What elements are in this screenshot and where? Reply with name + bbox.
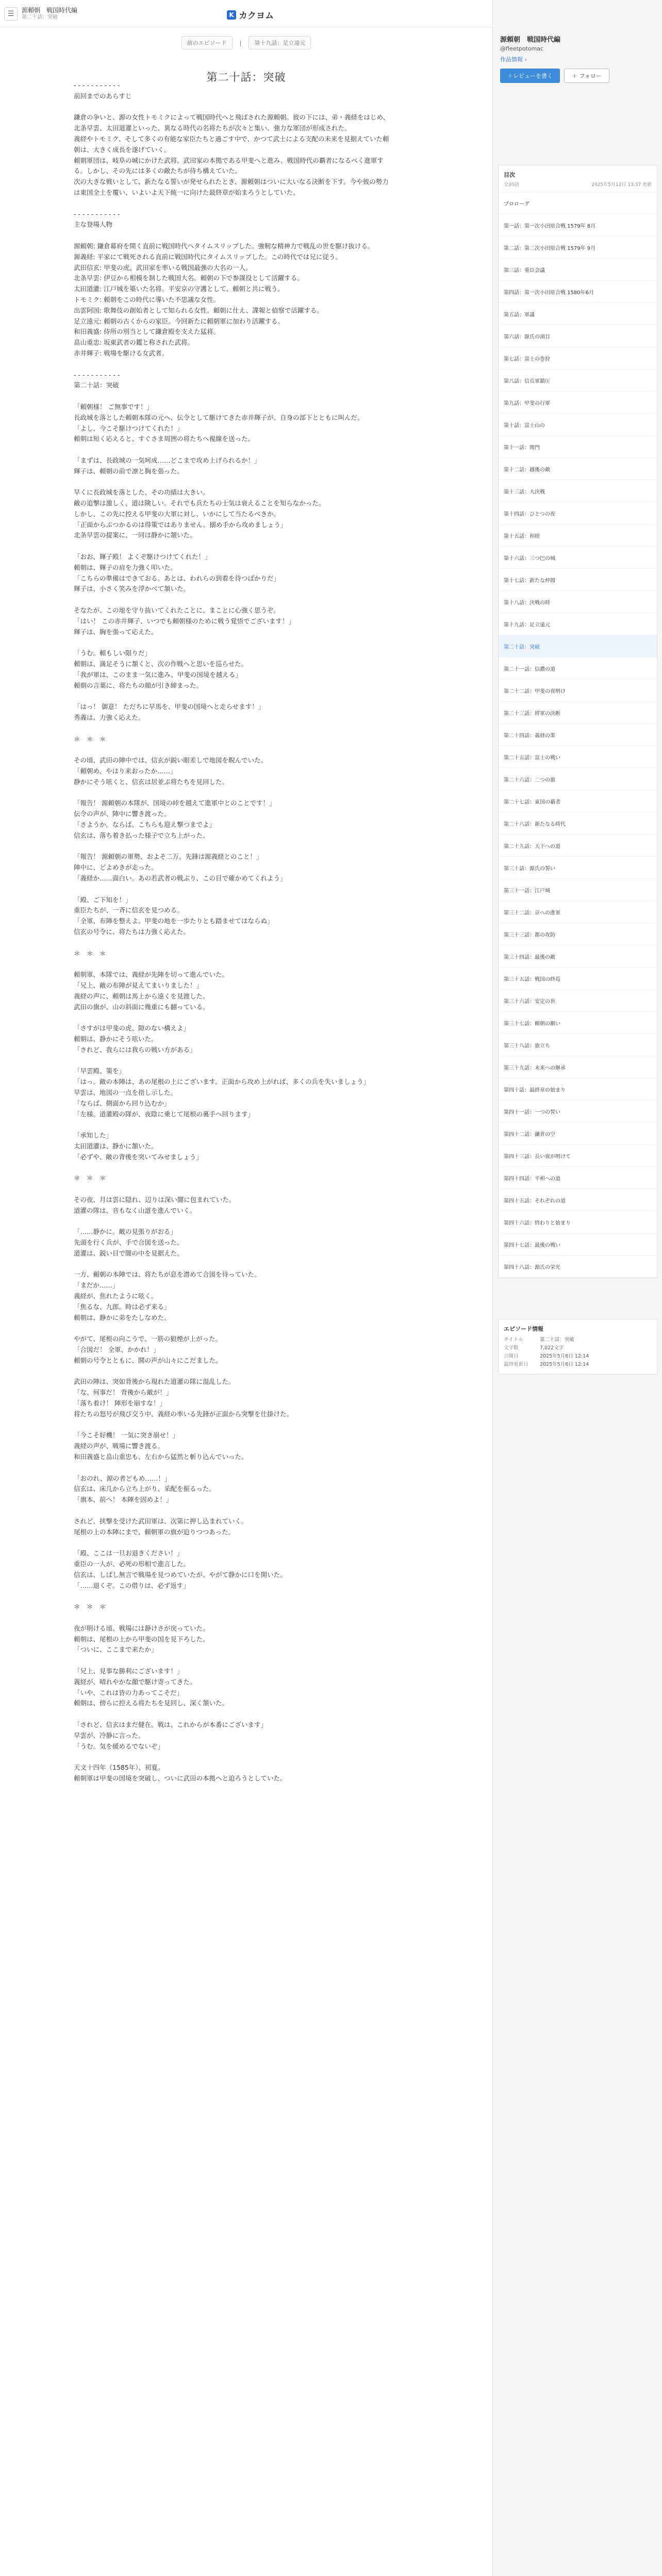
body-paragraph: 「我が軍は、このまま一気に進み、甲斐の国境を越える」: [74, 670, 242, 679]
body-paragraph: 頼朝は、静かにそう呟いた。: [74, 1035, 158, 1043]
body-paragraph: [74, 359, 393, 370]
toc-item[interactable]: 第十五話：和睦: [499, 524, 657, 547]
body-paragraph: [74, 884, 393, 895]
body-paragraph: [74, 1613, 393, 1623]
body-paragraph: 「はい！ この赤井輝子、いつでも頼朝様のために戦う覚悟でございます！」: [74, 617, 295, 625]
toc-item[interactable]: 第二十話：突破: [499, 635, 657, 657]
sidebar-work-name[interactable]: 源頼朝 戦国時代編: [500, 36, 561, 44]
toc-item[interactable]: 第十四話：ひとつの夜: [499, 502, 657, 524]
body-paragraph: - - - - - - - - - - -: [74, 210, 120, 218]
body-paragraph: 陣中に、どよめきが走った。: [74, 863, 158, 872]
follow-button[interactable]: ＋ フォロー: [564, 69, 609, 83]
body-paragraph: 「落ち着け！ 陣形を崩すな！」: [74, 1399, 166, 1408]
toc-item[interactable]: 第四十一話：一つの誓い: [499, 1100, 657, 1123]
episode-info: [498, 1319, 657, 1375]
body-paragraph: [74, 1463, 393, 1473]
body-paragraph: 太田道灌: 江戸城を築いた名将。平安京の守護として、頼朝と共に戦う。: [74, 285, 284, 293]
body-paragraph: [74, 1709, 393, 1720]
body-paragraph: 主な登場人物: [74, 221, 113, 229]
body-paragraph: 静かにそう呟くと、信玄は居並ぶ将たちを見回した。: [74, 777, 229, 786]
info-value: 第二十話：突破: [540, 1337, 574, 1343]
body-paragraph: 足立遠元: 頼朝の古くからの家臣。今回新たに頼朝軍に加わり活躍する。: [74, 317, 285, 325]
body-paragraph: 義経が、晴れやかな顔で駆け寄ってきた。: [74, 1677, 196, 1686]
body-paragraph: 「……退くぞ。この借りは、必ず返す」: [74, 1581, 190, 1589]
body-paragraph: 「よし、今こそ駆けつけてくれた！」: [74, 424, 184, 432]
body-paragraph: 頼朝は、傍らに控える将たちを見回し、深く頷いた。: [74, 1699, 229, 1707]
toc-item[interactable]: 第三話：重臣会議: [499, 259, 657, 281]
body-paragraph: 秀義は、力強く応えた。: [74, 714, 145, 722]
body-paragraph: 「いや、これは皆の力あってこそだ」: [74, 1688, 184, 1697]
info-value: 2025年5月6日 12:14: [540, 1362, 589, 1367]
toc-count: 全20話: [504, 182, 519, 188]
toc-item[interactable]: 第四十話：最終章の始まり: [499, 1078, 657, 1100]
info-value: 2025年5月6日 12:14: [540, 1353, 589, 1359]
body-paragraph: [74, 1537, 393, 1548]
episode-subtitle: 第二十話：突破: [22, 14, 58, 20]
body-paragraph: 先頭を行く兵が、手で合図を送った。: [74, 1239, 184, 1247]
toc-item[interactable]: 第三十一話：江戸城: [499, 879, 657, 901]
toc-item[interactable]: 第三十三話：都の攻防: [499, 923, 657, 945]
sidebar-header: [493, 28, 662, 89]
info-label: 文字数: [504, 1345, 519, 1351]
toc-item[interactable]: 第二十一話：信濃の道: [499, 657, 657, 680]
toc-item[interactable]: 第三十二話：京への進軍: [499, 901, 657, 923]
body-paragraph: 頼朝は、静かに弟をたしなめた。: [74, 1313, 171, 1321]
body-paragraph: 第二十話：突破: [74, 381, 119, 389]
body-paragraph: 頼朝軍団は、岐阜の城にかけた武将、武田家の本拠である甲斐へと進み、戦国時代の覇者になるべく進軍する。しかし、その先には多くの敵たちが待ち構えていた。: [74, 156, 384, 175]
body-paragraph: 夜が明ける頃、戦場には静けさが戻っていた。: [74, 1624, 209, 1632]
info-row: [504, 1361, 652, 1369]
toc-item[interactable]: 第九話：甲斐の行軍: [499, 392, 657, 414]
toc-item[interactable]: 第四十三話：長い夜が明けて: [499, 1145, 657, 1167]
body-paragraph: [74, 637, 393, 648]
body-paragraph: 「今こそ好機！ 一気に突き崩せ！」: [74, 1431, 179, 1439]
body-paragraph: 敵の追撃は激しく、道は険しい。それでも兵たちの士気は衰えることを知らなかった。: [74, 499, 325, 507]
toc-meta: [499, 181, 657, 192]
body-paragraph: 「殿、ここは一旦お退きください！」: [74, 1549, 184, 1557]
work-title[interactable]: 源頼朝 戦国時代編: [22, 6, 78, 14]
toc-item[interactable]: 第二話：第二次小田原合戦 1579年 9月: [499, 236, 657, 259]
body-paragraph: 鎌倉の争いと、源の女性トモミクによって戦国時代へと飛ばされた源頼朝。彼の下には、弟・義経をはじめ、北条早雲、太田道灌といった、異なる時代の名将たちが次々と集い、強力な軍団が形成された。: [74, 113, 390, 132]
toc-item[interactable]: 第三十八話：旅立ち: [499, 1034, 657, 1056]
toc-item[interactable]: 第四十四話：平和への道: [499, 1167, 657, 1189]
body-paragraph: - - - - - - - - - - -: [74, 81, 120, 89]
toc-item[interactable]: 第三十四話：最後の敵: [499, 945, 657, 968]
toc-item[interactable]: 第一話：第一次小田原合戦 1579年 8月: [499, 214, 657, 236]
body-paragraph: 「早雲殿、策を」: [74, 1067, 126, 1075]
body-paragraph: 「されど、我らには我らの戦い方がある」: [74, 1045, 196, 1054]
info-label: タイトル: [504, 1337, 523, 1343]
current-episode-link[interactable]: 第十九話：足立遠元: [249, 36, 311, 49]
body-paragraph: 頼朝は短く応えると、すぐさま周囲の将たちへ視線を送った。: [74, 435, 255, 443]
body-paragraph: 「全軍、布陣を整えよ。甲斐の地を一歩たりとも踏ませてはならぬ」: [74, 917, 274, 925]
header-left: [0, 7, 217, 21]
body-paragraph: 「まずは、長政城の一気呵成……どこまで攻め上げられるか！」: [74, 456, 261, 464]
body-paragraph: そなたが、この地を守り抜いてくれたことに、まことに心強く思うぞ。: [74, 606, 280, 615]
toc-item[interactable]: 第三十五話：戦国の終焉: [499, 968, 657, 990]
body-paragraph: 義経が、焦れたように呟く。: [74, 1292, 158, 1300]
body-paragraph: 武田の陣は、突如背後から現れた道灌の隊に混乱した。: [74, 1378, 235, 1386]
body-paragraph: [74, 1591, 393, 1602]
toc-item[interactable]: 第八話：信長軍鎮圧: [499, 369, 657, 392]
body-paragraph: [74, 1366, 393, 1377]
body-paragraph: 早くに長政城を落とした、その功績は大きい。: [74, 488, 209, 497]
toc-item[interactable]: 第三十話：源氏の誓い: [499, 857, 657, 879]
body-paragraph: 「頼朝め、やはり来おったか……」: [74, 767, 177, 775]
body-paragraph: 出雲阿国: 歌舞伎の創始者として知られる女性。頼朝に仕え、諜報と偵察で活躍する。: [74, 306, 323, 314]
body-paragraph: 信玄は、床几から立ち上がり、采配を振るった。: [74, 1485, 216, 1493]
body-paragraph: 「ついに、ここまで来たか」: [74, 1646, 158, 1654]
body-paragraph: ＊ ＊ ＊: [74, 1174, 106, 1182]
toc-item[interactable]: 第十七話：新たな仲間: [499, 569, 657, 591]
body-paragraph: [74, 959, 393, 970]
toc-item[interactable]: 第四十六話：終わりと始まり: [499, 1211, 657, 1233]
body-paragraph: [74, 1184, 393, 1195]
logo-icon: K: [227, 10, 236, 20]
body-paragraph: 「されど、信玄はまだ健在。戦は、これからが本番にございます」: [74, 1720, 268, 1728]
toc-item[interactable]: 第十八話：決戦の時: [499, 591, 657, 613]
episode-body: [74, 80, 393, 1784]
body-paragraph: ＊ ＊ ＊: [74, 1603, 106, 1611]
body-paragraph: [74, 1216, 393, 1227]
info-row: [504, 1344, 652, 1352]
body-paragraph: 和田義盛: 侍所の別当として鎌倉殿を支えた猛将。: [74, 328, 220, 336]
body-paragraph: 長政城を落とした頼朝本隊の元へ、伝令として駆けてきた赤井輝子が、自身の部下とともに叫んだ。: [74, 413, 364, 421]
body-paragraph: 「義経か……面白い。あの若武者の戦ぶり、この目で確かめてくれよう」: [74, 874, 287, 882]
body-paragraph: 「おお、輝子殿！ よくぞ駆けつけてくれた！」: [74, 553, 211, 561]
toc-item[interactable]: 第二十二話：甲斐の夜明け: [499, 680, 657, 702]
episode-title: 第二十話：突破: [206, 71, 286, 83]
body-paragraph: 頼朝の号令とともに、鬨の声が山々にこだました。: [74, 1356, 222, 1364]
info-row: [504, 1352, 652, 1361]
body-paragraph: 「必ずや、敵の背後を突いてみせましょう」: [74, 1153, 203, 1161]
body-paragraph: 武田信玄: 甲斐の虎。武田家を率いる戦国最強の大名の一人。: [74, 263, 252, 272]
work-info-link[interactable]: 作品情報 ›: [500, 56, 527, 63]
body-paragraph: やがて、尾根の向こうで、一筋の狼煙が上がった。: [74, 1335, 222, 1343]
body-paragraph: 「頼朝様！ ご無事です！」: [74, 402, 153, 411]
toc-item[interactable]: 第二十八話：新たなる時代: [499, 812, 657, 835]
body-paragraph: 輝子は、小さく笑みを浮かべて頷いた。: [74, 585, 190, 593]
body-paragraph: トモミク: 頼朝をこの時代に導いた不思議な女性。: [74, 295, 220, 303]
body-paragraph: [74, 691, 393, 702]
body-paragraph: 「おのれ、源の者どもめ……！」: [74, 1474, 171, 1482]
work-title-block[interactable]: [22, 7, 77, 21]
toc-item[interactable]: 第二十四話：義経の策: [499, 724, 657, 746]
body-paragraph: 輝子は、頼朝の前で凛と胸を張った。: [74, 467, 184, 475]
body-paragraph: 畠山重忠: 坂東武者の鑑と称された武将。: [74, 338, 194, 347]
logo-text: カクヨム: [239, 11, 274, 21]
info-value: 7,022文字: [540, 1345, 564, 1351]
body-paragraph: 次の大きな戦いとして、新たなる誓いが発せられたとき、源頼朝はついに大いなる決断を下す。今や彼の勢力は東国全土を覆い、いよいよ天下統一に向けた最終章が始まろうとしていた。: [74, 178, 389, 196]
toc-title: 目次: [504, 172, 515, 178]
body-paragraph: 頼朝軍、本隊では、義経が先陣を切って進んでいた。: [74, 971, 229, 979]
toc-item[interactable]: 第二十六話：二つの旗: [499, 768, 657, 790]
body-paragraph: 「報告！ 源頼朝の本隊が、国境の峠を越えて進軍中とのことです！」: [74, 799, 276, 807]
toc-item[interactable]: 第四十八話：源氏の栄光: [499, 1256, 657, 1278]
body-paragraph: しかし、この先に控える甲斐の大軍に対し、いかにして当たるべきか。: [74, 510, 280, 518]
body-paragraph: 信玄は、しばし無言で戦場を見つめていたが、やがて静かに口を開いた。: [74, 1570, 287, 1579]
body-paragraph: その頃、武田の陣中では、信玄が鋭い眼差しで地図を睨んでいた。: [74, 756, 268, 765]
body-paragraph: [74, 1259, 393, 1270]
body-paragraph: 義経やトモミク、そして多くの有能な家臣たちと過ごす中で、かつて武士による支配の未来を見据えていた頼朝は、大きく成長を遂げていく。: [74, 134, 389, 154]
body-paragraph: [74, 595, 393, 605]
body-paragraph: [74, 391, 393, 402]
body-paragraph: 将たちの怒号が飛び交う中、義経の率いる先鋒が正面から突撃を仕掛けた。: [74, 1410, 293, 1418]
info-label: 公開日: [504, 1353, 519, 1359]
body-paragraph: [74, 723, 393, 734]
body-paragraph: [74, 1012, 393, 1023]
info-list: [504, 1336, 652, 1369]
body-paragraph: [74, 1323, 393, 1334]
body-paragraph: その夜、月は雲に隠れ、辺りは深い闇に包まれていた。: [74, 1195, 236, 1204]
body-paragraph: 頼朝は、輝子の肩を力強く叩いた。: [74, 563, 177, 571]
toc-item[interactable]: 第二十三話：将軍の決断: [499, 702, 657, 724]
body-paragraph: 赤井輝子: 戦場を駆ける女武者。: [74, 349, 169, 357]
episode-nav: [0, 28, 492, 49]
body-paragraph: 「さようか。ならば、こちらも迎え撃つまでよ」: [74, 820, 216, 828]
info-label: 最終更新日: [504, 1362, 528, 1367]
toc-item[interactable]: 第十一話：関門: [499, 436, 657, 458]
body-paragraph: 信玄の号令に、将たちは力強く応えた。: [74, 927, 190, 936]
prev-episode-link[interactable]: 前のエピソード: [181, 36, 233, 49]
body-paragraph: 武田の旗が、山の斜面に幾重にも翻っている。: [74, 1003, 209, 1011]
body-paragraph: [74, 938, 393, 948]
review-button[interactable]: ＋レビューを書く: [500, 69, 560, 83]
body-paragraph: 尾根の上の本陣にまで、頼朝軍の旗が迫りつつあった。: [74, 1528, 235, 1536]
body-paragraph: [74, 1420, 393, 1431]
body-paragraph: ＊ ＊ ＊: [74, 735, 106, 743]
body-paragraph: 義経の声が、戦場に響き渡る。: [74, 1442, 164, 1450]
toc-item[interactable]: 第四十二話：鎌倉の空: [499, 1123, 657, 1145]
toc-item[interactable]: 第四十五話：それぞれの道: [499, 1189, 657, 1211]
toc-updated: 2025年5月12日 13:37 更新: [591, 182, 652, 188]
toc-item[interactable]: 第五話：軍議: [499, 303, 657, 325]
body-paragraph: [74, 1655, 393, 1666]
body-paragraph: [74, 1505, 393, 1516]
toc-item[interactable]: 第二十九話：天下への道: [499, 835, 657, 857]
body-paragraph: [74, 230, 393, 241]
body-paragraph: 「はっ！ 御意！ ただちに早馬を、甲斐の国境へと走らせます！」: [74, 703, 265, 711]
body-paragraph: 「左様。道灌殿の隊が、夜陰に乗じて尾根の裏手へ回ります」: [74, 1110, 255, 1118]
sidebar: [492, 0, 662, 2576]
back-icon[interactable]: ☰: [4, 7, 18, 21]
sidebar-buttons: [500, 69, 655, 83]
body-paragraph: 重臣たちが、一斉に信玄を見つめる。: [74, 906, 184, 914]
body-paragraph: 北条早雲: 伊豆から相模を制した戦国大名。頼朝の下で参謀役として活躍する。: [74, 274, 304, 282]
toc-item[interactable]: 第七話：富士の巻狩: [499, 347, 657, 369]
toc-item[interactable]: 第六話：源氏の頭目: [499, 325, 657, 347]
body-paragraph: 「合図だ！ 全軍、かかれ！」: [74, 1346, 160, 1354]
body-paragraph: 北条早雲の提案に、一同は静かに頷いた。: [74, 531, 196, 539]
toc-item[interactable]: 第三十六話：安定の世: [499, 990, 657, 1012]
body-paragraph: 「殿、ご下知を！」: [74, 895, 132, 904]
body-paragraph: 「はっ。敵の本陣は、あの尾根の上にございます。正面から攻め上がれば、多くの兵を失いましょう」: [74, 1078, 370, 1086]
body-paragraph: 信玄は、落ち着き払った様子で立ち上がった。: [74, 831, 209, 839]
body-paragraph: 太田道灌は、静かに頷いた。: [74, 1142, 158, 1150]
body-paragraph: [74, 1056, 393, 1066]
body-paragraph: 頼朝の言葉に、将たちの顔が引き締まった。: [74, 681, 203, 689]
body-paragraph: 「ならば、側面から回り込むか」: [74, 1099, 171, 1107]
toc-item[interactable]: 第三十九話：未来への継承: [499, 1056, 657, 1078]
toc-item[interactable]: 第四十七話：最後の戦い: [499, 1233, 657, 1256]
body-paragraph: 「うむ。頼もしい限りだ」: [74, 649, 152, 657]
body-paragraph: [74, 1120, 393, 1130]
nav-separator: |: [239, 39, 242, 46]
table-of-contents: [498, 165, 657, 1278]
body-paragraph: 一方、頼朝の本陣では、将たちが息を潜めて合図を待っていた。: [74, 1270, 261, 1279]
body-paragraph: 源義経: 平家にて戦死される直前に戦国時代にタイムスリップした。この時代では兄に従う。: [74, 252, 342, 261]
toc-item[interactable]: 第十二話：越後の敵: [499, 458, 657, 480]
body-paragraph: 源頼朝: 鎌倉幕府を開く直前に戦国時代へタイムスリップした。強靭な精神力で戦乱の世を駆け抜ける。: [74, 242, 374, 250]
body-paragraph: 義経の声に、頼朝は馬上から遠くを見渡した。: [74, 992, 209, 1000]
body-paragraph: 道灌の隊は、音もなく山道を進んでいく。: [74, 1206, 196, 1214]
body-paragraph: 「旗本、前へ！ 本陣を固めよ！」: [74, 1496, 173, 1504]
body-paragraph: 天文十四年（1585年）、初夏。: [74, 1764, 164, 1772]
toc-item[interactable]: プロローグ: [499, 192, 657, 214]
body-paragraph: 「焦るな、九郎。時は必ず来る」: [74, 1302, 171, 1311]
body-paragraph: 「承知した」: [74, 1131, 113, 1140]
body-paragraph: 頼朝は、満足そうに頷くと、次の作戦へと思いを巡らせた。: [74, 660, 248, 668]
toc-list: [499, 192, 657, 1278]
toc-item[interactable]: 第十話：富士山の: [499, 414, 657, 436]
info-title: エピソード情報: [504, 1326, 543, 1332]
body-paragraph: [74, 445, 393, 455]
toc-item[interactable]: 第三十七話：頼朝の願い: [499, 1012, 657, 1034]
body-paragraph: 重臣の一人が、必死の形相で進言した。: [74, 1560, 190, 1568]
toc-item[interactable]: 第十三話：大決戦: [499, 480, 657, 502]
body-paragraph: 「まだか……」: [74, 1281, 119, 1290]
body-paragraph: 「正面からぶつかるのは得策ではありません。搦め手から攻めましょう」: [74, 520, 287, 529]
body-paragraph: 「うむ。気を緩めるでないぞ」: [74, 1742, 164, 1750]
body-paragraph: [74, 198, 393, 209]
body-paragraph: 道灌は、鋭い目で闇の中を見据えた。: [74, 1249, 184, 1257]
body-paragraph: 「な、何事だ！ 背後から敵が！」: [74, 1388, 173, 1397]
body-paragraph: [74, 477, 393, 487]
body-paragraph: 輝子は、胸を張って応えた。: [74, 628, 158, 636]
body-paragraph: 「兄上、敵の布陣が見えてまいりました！」: [74, 981, 203, 989]
toc-item[interactable]: 第二十七話：東国の覇者: [499, 790, 657, 812]
body-paragraph: されど、挟撃を受けた武田軍は、次第に押し込まれていく。: [74, 1517, 248, 1525]
body-paragraph: 「……静かに。敵の見張りがおる」: [74, 1228, 177, 1236]
body-paragraph: 前回までのあらすじ: [74, 92, 132, 100]
toc-item[interactable]: 第十六話：三つ巴の城: [499, 547, 657, 569]
body-paragraph: [74, 1162, 393, 1173]
toc-item[interactable]: 第四話：第一次小田原合戦 1580年6月: [499, 281, 657, 303]
body-paragraph: [74, 541, 393, 552]
body-paragraph: - - - - - - - - - - -: [74, 370, 120, 379]
info-row: [504, 1336, 652, 1344]
body-paragraph: [74, 744, 393, 755]
body-paragraph: 早雲は、地図の一点を指し示した。: [74, 1088, 177, 1096]
body-paragraph: ＊ ＊ ＊: [74, 949, 106, 957]
site-logo[interactable]: [227, 8, 274, 21]
body-paragraph: [74, 788, 393, 799]
body-paragraph: 頼朝軍は甲斐の国境を突破し、ついに武田の本拠へと迫ろうとしていた。: [74, 1774, 287, 1782]
author-handle[interactable]: @fleetpotomac: [500, 45, 544, 52]
body-paragraph: 「こちらの準備はできておる。あとは、われらの到着を待つばかりだ」: [74, 574, 280, 582]
body-paragraph: [74, 102, 393, 113]
body-paragraph: 伝令の声が、陣中に響き渡った。: [74, 810, 171, 818]
toc-item[interactable]: 第十九話：足立遠元: [499, 613, 657, 635]
body-paragraph: [74, 1752, 393, 1762]
toc-item[interactable]: 第二十五話：富士の戦い: [499, 746, 657, 768]
body-paragraph: 「報告！ 源頼朝の軍勢、およそ二万。先鋒は源義経とのこと！」: [74, 853, 263, 861]
body-paragraph: 「さすがは甲斐の虎、隙のない構えよ」: [74, 1024, 190, 1032]
body-paragraph: 和田義盛と畠山重忠も、左右から猛然と斬り込んでいった。: [74, 1453, 248, 1461]
body-paragraph: [74, 841, 393, 852]
body-paragraph: 「兄上、見事な勝利にございます！」: [74, 1667, 184, 1675]
body-paragraph: 早雲が、冷静に言った。: [74, 1731, 145, 1739]
body-paragraph: 頼朝は、尾根の上から甲斐の国を見下ろした。: [74, 1635, 209, 1643]
